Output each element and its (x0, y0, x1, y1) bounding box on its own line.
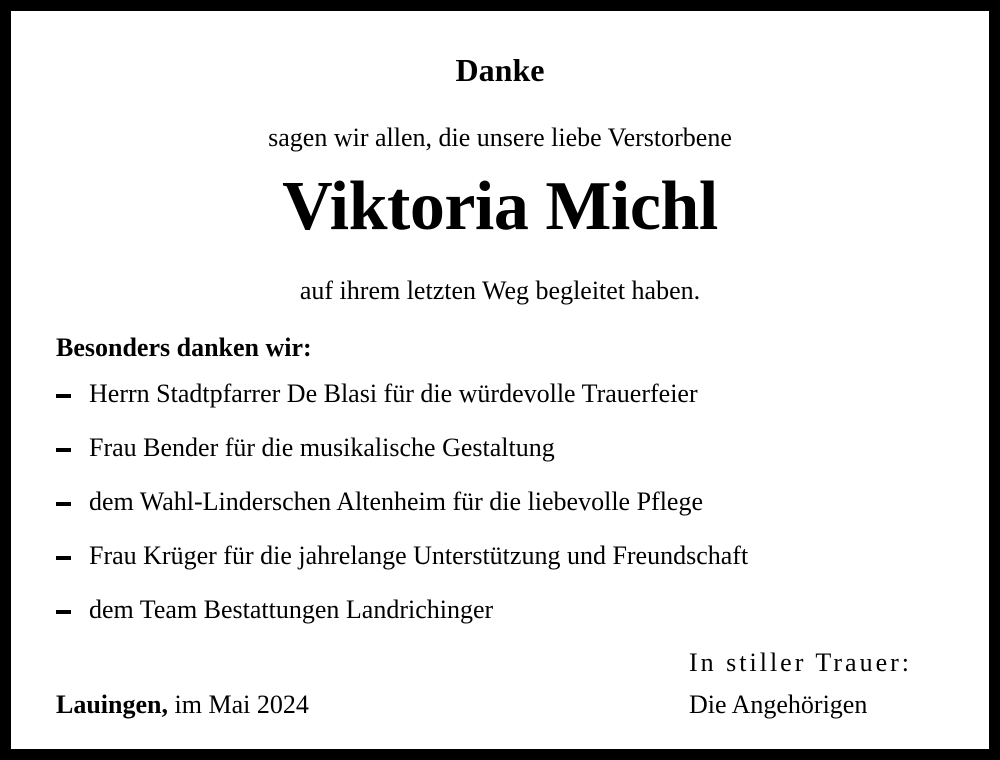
list-item-text: Frau Krüger für die jahrelange Unterstützung und Freundschaft (89, 541, 749, 570)
place: Lauingen, (56, 690, 168, 719)
list-item-text: Herrn Stadtpfarrer De Blasi für die würdevolle Trauerfeier (89, 379, 698, 408)
list-item-text: dem Team Bestattungen Landrichinger (89, 595, 494, 624)
signer: Die Angehörigen (689, 690, 868, 719)
dash-icon (56, 556, 71, 560)
list-item-text: Frau Bender für die musikalische Gestaltung (89, 433, 555, 462)
dash-icon (56, 394, 71, 398)
date: im Mai 2024 (174, 690, 309, 719)
notice-outro: auf ihrem letzten Weg begleitet haben. (299, 276, 701, 305)
notice-intro: sagen wir allen, die unsere liebe Verstorbene (268, 123, 732, 152)
dash-icon (56, 610, 71, 614)
list-item-text: dem Wahl-Linderschen Altenheim für die liebevolle Pflege (89, 487, 704, 516)
notice-heading: Danke (455, 52, 545, 88)
dash-icon (56, 448, 71, 452)
place-date (56, 692, 309, 718)
thanks-heading: Besonders danken wir: (56, 333, 312, 362)
deceased-name: Viktoria Michl (282, 168, 718, 245)
dash-icon (56, 502, 71, 506)
mourning-line: In stiller Trauer: (689, 648, 912, 677)
